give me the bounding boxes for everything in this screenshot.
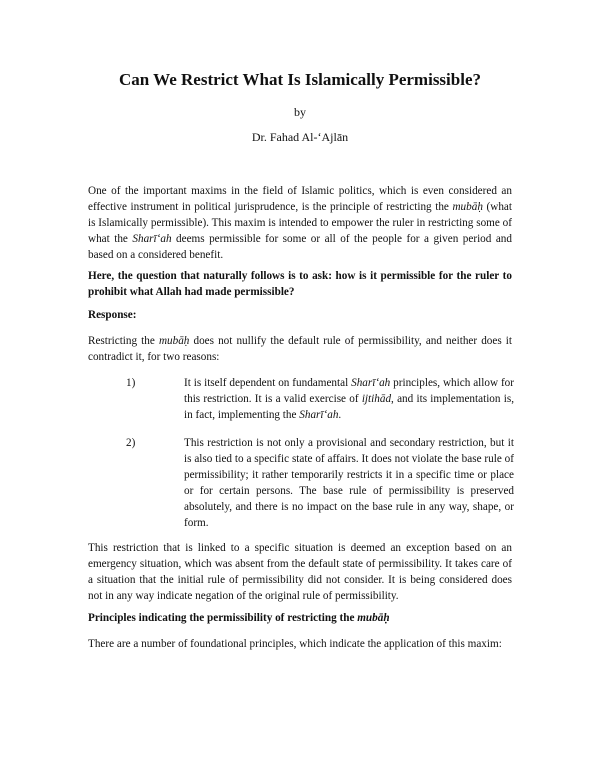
question-paragraph: Here, the question that naturally follows is to ask: how is it permissible for the ruler to prohibit what Allah had made permissible? <box>88 270 512 298</box>
intro-paragraph: One of the important maxims in the field of Islamic politics, which is even considered an effective instrument in political jurisprudence, is the principle of restricting the mubāḥ (what is Islamically permissible). This maxim is intended to empower the ruler in restricting some of what the Sharī‘ah deems permissible for some or all of the people for a given period and based on a considered benefit. <box>88 185 512 261</box>
response-heading: Response: <box>88 309 137 321</box>
author-name: Dr. Fahad Al-‘Ajlān <box>251 130 349 144</box>
page-title: Can We Restrict What Is Islamically Permissible? <box>118 70 481 89</box>
reason-text: This restriction is not only a provisional and secondary restriction, but it is also tied to a specific state of affairs. It does not violate the base rule of permissibility; it rather temporarily restricts it in a specific time or place or for certain persons. The base rule of permissibility is preserved absolutely, and there is no impact on the base rule in any way, shape, or form. <box>184 437 514 529</box>
reason-number: 2) <box>126 437 136 449</box>
principles-heading: Principles indicating the permissibility of restricting the mubāḥ <box>88 612 390 624</box>
principles-intro: There are a number of foundational principles, which indicate the application of this maxim: <box>88 638 502 650</box>
exception-paragraph: This restriction that is linked to a specific situation is deemed an exception based on an emergency situation, which was absent from the default state of permissibility. It takes care of a situation that the initial rule of permissibility did not consider. It is being considered does not in any way indicate negation of the original rule of permissibility. <box>88 542 512 602</box>
reason-number: 1) <box>126 377 136 389</box>
byline: by <box>294 105 306 119</box>
reason-text: It is itself dependent on fundamental Sharī‘ah principles, which allow for this restriction. It is a valid exercise of ijtihād, and its implementation is, in fact, implementing the Sharī‘ah. <box>184 377 514 421</box>
response-paragraph: Restricting the mubāḥ does not nullify the default rule of permissibility, and neither does it contradict it, for two reasons: <box>88 335 512 363</box>
